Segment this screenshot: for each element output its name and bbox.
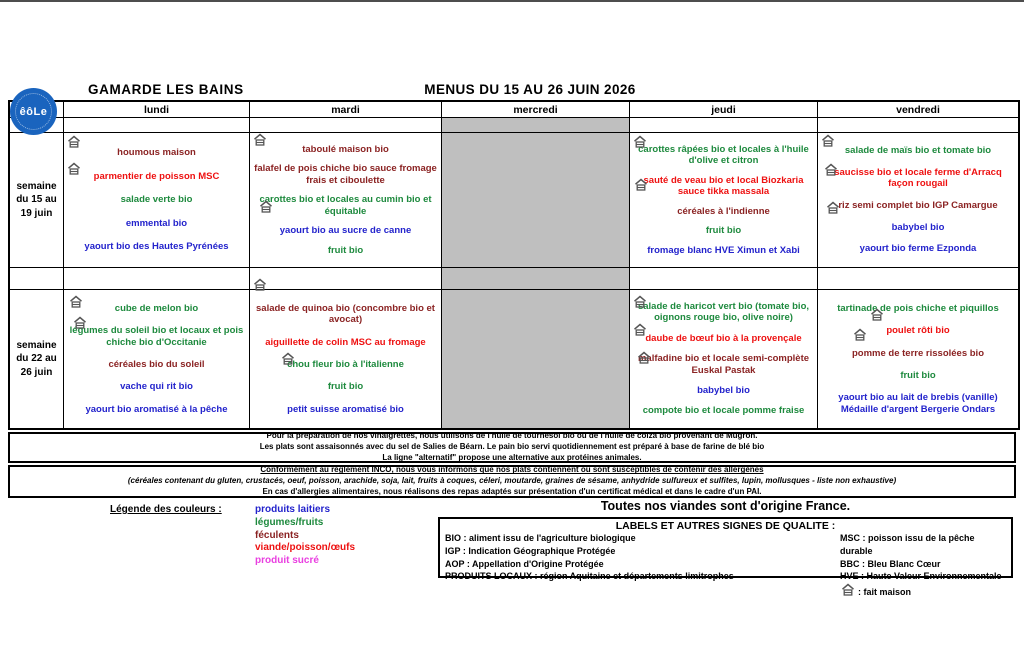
labels-box-title: LABELS ET AUTRES SIGNES DE QUALITE :: [615, 520, 836, 532]
menu-item: emmental bio: [125, 217, 188, 229]
menu-item: poulet rôti bio: [886, 325, 950, 337]
menu-cell-week2-mardi: [250, 290, 442, 428]
spacer-cell: [818, 118, 1018, 133]
house-icon: [72, 316, 88, 335]
preparation-notes-box: [8, 432, 1016, 463]
week-label-line: du 15 au: [16, 194, 57, 206]
note-line: Pour la préparation de nos vinaigrettes, nous utilisons de l'huile de tournesol bio ou de l'huile de colza bio provenant de Mugron.: [266, 431, 758, 441]
allergen-notes-box: [8, 465, 1016, 498]
week-label-line: semaine: [16, 180, 57, 192]
wednesday-closed-cell: [442, 118, 630, 133]
spacer-cell: [250, 118, 442, 133]
labels-right-column: [840, 532, 1005, 601]
menu-item: céréales bio du soleil: [108, 358, 205, 370]
house-icon: [820, 134, 836, 153]
menu-cell-week2-jeudi: [630, 290, 818, 428]
menu-item: daube de bœuf bio à la provençale: [645, 332, 802, 344]
wednesday-closed-cell: [442, 268, 630, 290]
week-label-2: [10, 290, 64, 428]
menu-item: aiguillette de colin MSC au fromage: [265, 336, 426, 348]
legend-heading: Légende des couleurs :: [110, 504, 222, 515]
spacer-cell: [64, 118, 250, 133]
house-icon: [258, 200, 274, 219]
menu-cell-week1-lundi: [64, 133, 250, 268]
wednesday-closed-cell: [442, 133, 630, 268]
menu-item: légumes du soleil bio et locaux et pois chiche bio d'Occitanie: [69, 325, 244, 348]
day-header-jeudi: jeudi: [630, 102, 818, 118]
menu-item: yaourt bio au lait de brebis (vanille) Médaille d'argent Bergerie Ondars: [838, 392, 998, 415]
house-icon: [823, 163, 839, 182]
menu-table: [8, 100, 1020, 430]
day-header-lundi: lundi: [64, 102, 250, 118]
school-logo: [10, 88, 57, 135]
menu-item: salade de haricot vert bio (tomate bio, oignons rouge bio, olive noire): [637, 301, 810, 324]
menu-item: fruit bio: [327, 245, 364, 257]
allergen-pai-line: En cas d'allergies alimentaires, nous réalisons des repas adaptés sur présentation d'un certificat médical et dans le cadre d'un PAI.: [262, 486, 762, 496]
menu-item: cube de melon bio: [114, 303, 199, 315]
legend-entry-dairy: produits laitiers: [255, 504, 331, 515]
menu-cell-week2-lundi: [64, 290, 250, 428]
house-icon: [66, 135, 82, 154]
house-icon: [68, 295, 84, 314]
week-label-line: 26 juin: [20, 366, 53, 378]
separator-cell: [250, 268, 442, 290]
separator-cell: [818, 268, 1018, 290]
menu-item: parmentier de poisson MSC: [93, 170, 220, 182]
label-definition: MSC : poisson issu de la pêche durable: [840, 533, 975, 556]
menu-item: chou fleur bio à l'italienne: [287, 358, 404, 370]
label-definition: BBC : Bleu Blanc Cœur: [840, 558, 941, 569]
menu-item: yaourt bio aromatisé à la pêche: [85, 403, 228, 415]
house-icon: [840, 583, 856, 601]
menu-item: yaourt bio ferme Ezponda: [859, 243, 977, 255]
label-definition: PRODUITS LOCAUX : région Aquitaine et départements limitrophes: [445, 571, 734, 582]
menu-item: fruit bio: [705, 225, 742, 237]
menu-cell-week1-mardi: [250, 133, 442, 268]
menu-item: babybel bio: [891, 221, 945, 233]
house-icon: [633, 178, 649, 197]
menu-item: saucisse bio et locale ferme d'Arracq façon rougail: [834, 167, 1002, 190]
school-logo-text: êôLe: [19, 105, 48, 118]
label-definition-fait-maison: : fait maison: [840, 583, 1005, 601]
menu-item: babybel bio: [697, 385, 750, 397]
school-name: GAMARDE LES BAINS: [88, 82, 244, 97]
separator-cell: [630, 268, 818, 290]
menu-item: salade verte bio: [120, 194, 193, 206]
house-icon: [869, 308, 885, 327]
menu-cell-week1-jeudi: [630, 133, 818, 268]
house-icon: [636, 351, 652, 370]
menu-item: petit suisse aromatisé bio: [287, 403, 404, 415]
menu-item: céréales à l'indienne: [677, 205, 770, 217]
legend-entry-veg: légumes/fruits: [255, 516, 324, 528]
label-definition: AOP : Appellation d'Origine Protégée: [445, 558, 604, 569]
menu-item: salade de maïs bio et tomate bio: [844, 145, 992, 157]
page-title: MENUS DU 15 AU 26 JUIN 2026: [424, 82, 636, 97]
menu-cell-week1-vendredi: [818, 133, 1018, 268]
menu-item: yaourt bio des Hautes Pyrénées: [84, 241, 229, 253]
menu-item: fruit bio: [327, 381, 364, 393]
menu-item: tartinade de pois chiche et piquillos: [837, 303, 999, 315]
window-top-edge: [0, 0, 1024, 2]
menu-item: falafel de pois chiche bio sauce fromage frais et ciboulette: [254, 163, 437, 186]
label-definition: IGP : Indication Géographique Protégée: [445, 545, 616, 556]
house-icon: [280, 352, 296, 371]
legend-entry-sweet: produit sucré: [255, 555, 319, 567]
day-header-mardi: mardi: [250, 102, 442, 118]
labels-box: [438, 517, 1013, 597]
day-header-vendredi: vendredi: [818, 102, 1018, 118]
menu-item: taboulé maison bio: [302, 143, 389, 155]
menu-item: malfadine bio et locale semi-complète Euskal Pastak: [637, 353, 810, 376]
menu-item: carottes bio et locales au cumin bio et équitable: [259, 194, 432, 217]
label-definition: BIO : aliment issu de l'agriculture biologique: [445, 533, 636, 543]
house-icon: [825, 201, 841, 220]
house-icon: [632, 323, 648, 342]
label-definition: HVE : Haute Valeur Environnementale: [840, 571, 1002, 582]
menu-item: vache qui rit bio: [120, 381, 193, 393]
menu-cell-week2-vendredi: [818, 290, 1018, 428]
week-label-line: semaine: [16, 339, 57, 351]
house-icon: [632, 295, 648, 314]
spacer-cell: [630, 118, 818, 133]
menu-item: salade de quinoa bio (concombre bio et avocat): [256, 303, 435, 326]
week-label-line: du 22 au: [16, 353, 57, 365]
menu-item: carottes râpées bio et locales à l'huile d'olive et citron: [638, 143, 809, 166]
menu-item: sauté de veau bio et local Biozkaria sauce tikka massala: [643, 174, 804, 197]
menu-item: fruit bio: [900, 370, 936, 382]
legend-entry-meat: viande/poisson/œufs: [255, 542, 356, 554]
labels-left-column: [445, 532, 840, 601]
note-line: La ligne "alternatif" propose une alternative aux protéines animales.: [382, 452, 642, 462]
house-icon: [632, 135, 648, 154]
separator-cell: [64, 268, 250, 290]
house-icon: [852, 328, 868, 347]
menu-item: compote bio et locale pomme fraise: [642, 405, 805, 417]
menu-item: fromage blanc HVE Ximun et Xabi: [647, 245, 800, 257]
menu-item: houmous maison: [117, 147, 196, 159]
allergen-regulation-line: Conformément au règlement INCO, nous vous informons que nos plats contiennent ou sont susceptibles de contenir des allergènes: [260, 465, 764, 475]
origin-statement: Toutes nos viandes sont d'origine France.: [600, 499, 851, 513]
menu-item: riz semi complet bio IGP Camargue: [838, 199, 998, 211]
wednesday-closed-cell: [442, 290, 630, 428]
house-icon: [66, 162, 82, 181]
legend-entry-starch: féculents: [255, 529, 299, 541]
color-legend: [255, 504, 355, 568]
separator-cell: [10, 268, 64, 290]
week-label-line: 19 juin: [20, 207, 53, 219]
house-icon: [252, 278, 268, 297]
menu-item: yaourt bio au sucre de canne: [279, 225, 412, 237]
menu-item: pomme de terre rissolées bio: [852, 347, 984, 359]
week-label-1: [10, 133, 64, 268]
day-header-mercredi: mercredi: [442, 102, 630, 118]
allergen-list-line: (céréales contenant du gluten, crustacés, oeuf, poisson, arachide, soja, lait, fruits à coques, céleri, moutarde, graines de sésame, anhydride sulfureux et sulfites, lupin, mollusques - liste non exhaustive): [127, 476, 897, 486]
house-icon: [252, 133, 268, 152]
note-line: Les plats sont assaisonnés avec du sel de Salies de Béarn. Le pain bio servi quotidiennement est préparé à base de farine de blé bio: [259, 442, 765, 452]
